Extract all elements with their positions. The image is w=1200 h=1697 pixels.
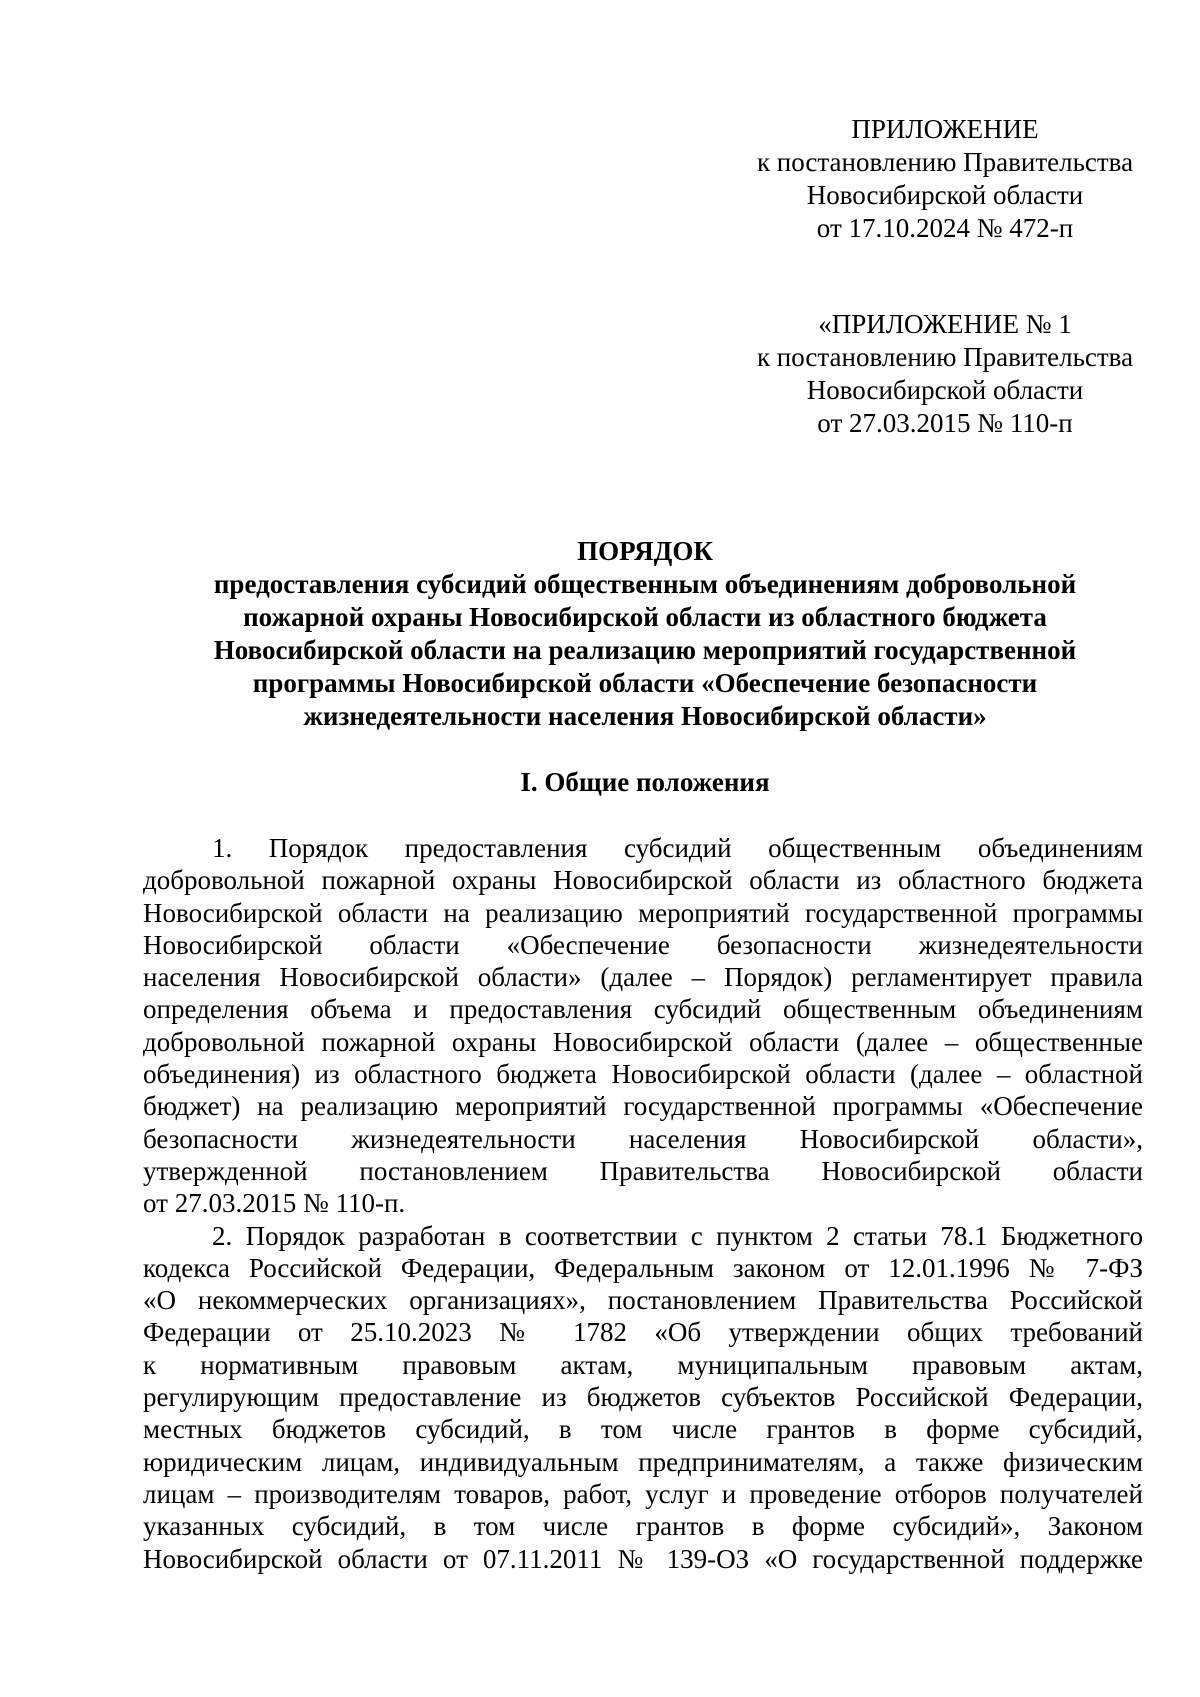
appendix-original-line: «ПРИЛОЖЕНИЕ № 1 bbox=[818, 309, 1072, 339]
section-heading: I. Общие положения bbox=[520, 767, 770, 797]
document-body bbox=[143, 832, 1143, 1575]
paragraph-line: Новосибирской области от 07.11.2011 № 139-ОЗ «О государственной поддержке bbox=[143, 1543, 1143, 1574]
appendix-current-line: к постановлению Правительства bbox=[756, 147, 1134, 177]
paragraph-line: юридическим лицам, индивидуальным предпринимателям, а также физическим bbox=[143, 1446, 1143, 1477]
paragraph-line: Федерации от 25.10.2023 № 1782 «Об утверждении общих требований bbox=[143, 1317, 1143, 1348]
paragraph-line: определения объема и предоставления субсидий общественным объединениям bbox=[143, 994, 1143, 1025]
paragraph-line: безопасности жизнедеятельности населения Новосибирской области», bbox=[143, 1123, 1143, 1154]
paragraph-line: добровольной пожарной охраны Новосибирской области (далее – общественные bbox=[143, 1026, 1143, 1057]
title-subtitle-line: пожарной охраны Новосибирской области из областного бюджета bbox=[243, 602, 1047, 632]
paragraph-1 bbox=[143, 832, 1143, 1220]
paragraph-line: 1. Порядок предоставления субсидий общественным объединениям bbox=[212, 833, 1143, 863]
paragraph-line: Новосибирской области «Обеспечение безопасности жизнедеятельности bbox=[143, 929, 1143, 960]
paragraph-line: лицам – производителям товаров, работ, услуг и проведение отборов получателей bbox=[143, 1478, 1143, 1509]
paragraph-line: бюджет) на реализацию мероприятий государственной программы «Обеспечение bbox=[143, 1091, 1143, 1122]
title-subtitle-line: Новосибирской области на реализацию мероприятий государственной bbox=[213, 635, 1077, 665]
paragraph-line: указанных субсидий, в том числе грантов в форме субсидий», Законом bbox=[143, 1511, 1143, 1542]
paragraph-line: объединения) из областного бюджета Новосибирской области (далее – областной bbox=[143, 1059, 1143, 1090]
paragraph-line: кодекса Российской Федерации, Федеральным законом от 12.01.1996 № 7-ФЗ bbox=[143, 1252, 1143, 1283]
title-subtitle-line: предоставления субсидий общественным объединениям добровольной bbox=[213, 569, 1077, 599]
paragraph-line: «О некоммерческих организациях», постановлением Правительства Российской bbox=[143, 1285, 1143, 1316]
paragraph-line: утвержденной постановлением Правительства Новосибирской области bbox=[143, 1155, 1143, 1186]
title-subtitle-line: жизнедеятельности населения Новосибирской области» bbox=[303, 701, 987, 731]
appendix-current-line: Новосибирской области bbox=[806, 180, 1084, 210]
paragraph-line: местных бюджетов субсидий, в том числе грантов в форме субсидий, bbox=[143, 1414, 1143, 1445]
appendix-original-line: к постановлению Правительства bbox=[756, 342, 1134, 372]
title-heading: ПОРЯДОК bbox=[577, 536, 713, 566]
paragraph-line: от 27.03.2015 № 110-п. bbox=[143, 1188, 406, 1219]
appendix-current-line: ПРИЛОЖЕНИЕ bbox=[851, 114, 1039, 144]
appendix-original-line: от 27.03.2015 № 110-п bbox=[817, 408, 1073, 438]
title-subtitle-line: программы Новосибирской области «Обеспечение безопасности bbox=[252, 668, 1038, 698]
paragraph-line: Новосибирской области на реализацию мероприятий государственной программы bbox=[143, 897, 1143, 928]
paragraph-line: 2. Порядок разработан в соответствии с пунктом 2 статьи 78.1 Бюджетного bbox=[212, 1220, 1143, 1251]
paragraph-2 bbox=[143, 1220, 1143, 1575]
appendix-current-line: от 17.10.2024 № 472-п bbox=[816, 213, 1074, 243]
paragraph-line: регулирующим предоставление из бюджетов субъектов Российской Федерации, bbox=[143, 1382, 1143, 1413]
appendix-original-line: Новосибирской области bbox=[806, 375, 1084, 405]
paragraph-line: к нормативным правовым актам, муниципальным правовым актам, bbox=[143, 1349, 1143, 1380]
appendix-current-header bbox=[725, 113, 1165, 245]
paragraph-line: добровольной пожарной охраны Новосибирской области из областного бюджета bbox=[143, 865, 1143, 896]
appendix-original-header bbox=[725, 308, 1165, 440]
paragraph-line: населения Новосибирской области» (далее – Порядок) регламентирует правила bbox=[143, 962, 1143, 993]
document-title bbox=[150, 535, 1140, 733]
